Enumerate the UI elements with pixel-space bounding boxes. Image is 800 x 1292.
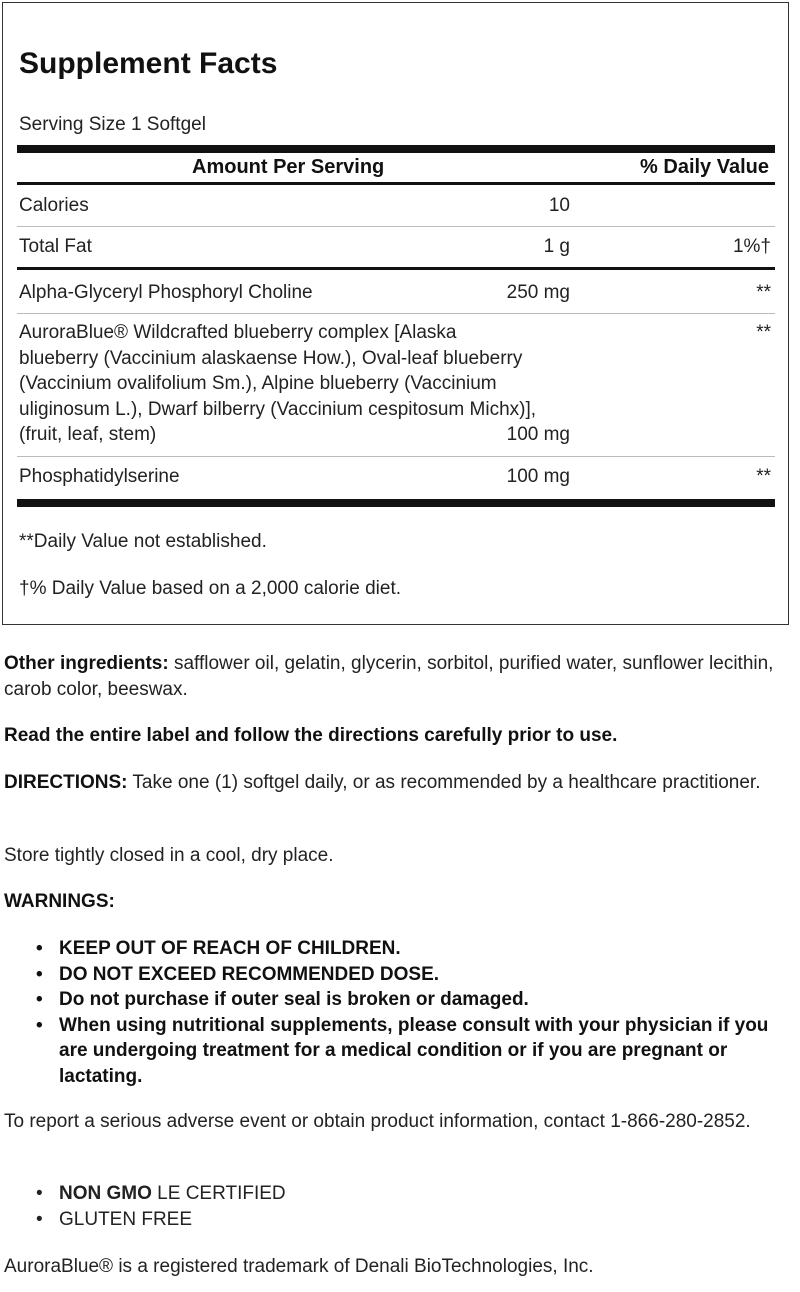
warning-text: Do not purchase if outer seal is broken or damaged. <box>59 989 529 1010</box>
warning-item <box>36 987 796 1013</box>
certification-item <box>36 1207 796 1233</box>
warning-text: DO NOT EXCEED RECOMMENDED DOSE. <box>59 963 440 985</box>
medium-rule-header <box>17 182 775 185</box>
header-daily-value: % Daily Value <box>640 156 769 178</box>
read-label-notice: Read the entire label and follow the directions carefully prior to use. <box>4 725 618 746</box>
certification-text: LE CERTIFIED <box>151 1183 286 1204</box>
trademark-notice: AuroraBlue® is a registered trademark of Denali BioTechnologies, Inc. <box>4 1256 594 1277</box>
other-ingredients-text: safflower oil, gelatin, glycerin, sorbitol, purified water, sunflower lecithin, carob color, beeswax. <box>4 653 774 700</box>
thick-rule-bottom <box>17 499 775 507</box>
nutrient-amount-total-fat: 1 g <box>543 236 570 257</box>
directions-text: Take one (1) softgel daily, or as recommended by a healthcare practitioner. <box>127 772 761 793</box>
nutrient-amount-aurorablue: 100 mg <box>506 424 570 445</box>
serving-size: Serving Size 1 Softgel <box>19 114 206 135</box>
nutrient-amount-calories: 10 <box>548 195 570 216</box>
nutrient-dv-alpha-gpc: ** <box>756 282 771 303</box>
nutrient-dv-total-fat: 1%† <box>732 236 771 257</box>
footnote-calorie-diet: †% Daily Value based on a 2,000 calorie diet. <box>19 578 402 599</box>
row-divider <box>17 226 775 227</box>
certification-text: GLUTEN FREE <box>59 1208 193 1230</box>
certification-item <box>36 1181 796 1207</box>
warning-text: KEEP OUT OF REACH OF CHILDREN. <box>59 938 401 959</box>
other-ingredients-label: Other ingredients: <box>4 653 169 674</box>
warnings-list <box>36 936 796 1089</box>
bullet-icon: • <box>36 1014 43 1036</box>
facts-title: Supplement Facts <box>19 47 278 80</box>
nutrient-dv-phosphatidylserine: ** <box>756 466 771 487</box>
directions <box>4 770 788 796</box>
footnote-dv-not-established: **Daily Value not established. <box>19 531 267 552</box>
warnings-heading: WARNINGS: <box>4 891 115 912</box>
row-divider <box>17 456 775 457</box>
warning-item <box>36 936 796 962</box>
certifications-list <box>36 1181 796 1232</box>
nutrient-name-aurorablue: AuroraBlue® Wildcrafted blueberry complex [Alaska blueberry (Vaccinium alaskaense How.), Oval-leaf blueberry (Vaccinium ovalifolium Sm.), Alpine blueberry (Vaccinium uliginosum L.), Dwarf bilberry (Vaccinium cespitosum Michx)], (fruit, leaf, stem) <box>19 322 537 445</box>
adverse-event-contact: To report a serious adverse event or obtain product information, contact 1-866-280-2852. <box>4 1111 751 1132</box>
nutrient-name-calories: Calories <box>19 195 89 216</box>
thick-rule-top <box>17 145 775 153</box>
directions-label: DIRECTIONS: <box>4 772 128 793</box>
warning-item <box>36 962 796 988</box>
bullet-icon: • <box>36 938 43 959</box>
other-ingredients <box>4 651 788 702</box>
nutrient-dv-aurorablue: ** <box>756 322 771 343</box>
header-amount-per-serving: Amount Per Serving <box>192 156 385 178</box>
nutrient-amount-alpha-gpc: 250 mg <box>506 282 570 303</box>
warning-item <box>36 1013 796 1090</box>
bullet-icon: • <box>36 1183 43 1204</box>
medium-rule-section <box>17 267 775 270</box>
nutrient-name-phosphatidylserine: Phosphatidylserine <box>19 466 180 487</box>
warning-text: When using nutritional supplements, please consult with your physician if you are undergoing treatment for a medical condition or if you are pregnant or lactating. <box>59 1014 769 1087</box>
nutrient-name-alpha-gpc: Alpha-Glyceryl Phosphoryl Choline <box>19 282 313 303</box>
bullet-icon: • <box>36 963 43 985</box>
bullet-icon: • <box>36 989 43 1010</box>
nutrient-amount-phosphatidylserine: 100 mg <box>506 466 570 487</box>
certification-bold: NON GMO <box>59 1183 152 1204</box>
bullet-icon: • <box>36 1208 43 1230</box>
nutrient-name-total-fat: Total Fat <box>19 236 92 257</box>
storage-instructions: Store tightly closed in a cool, dry place. <box>4 845 334 866</box>
row-divider <box>17 313 775 314</box>
